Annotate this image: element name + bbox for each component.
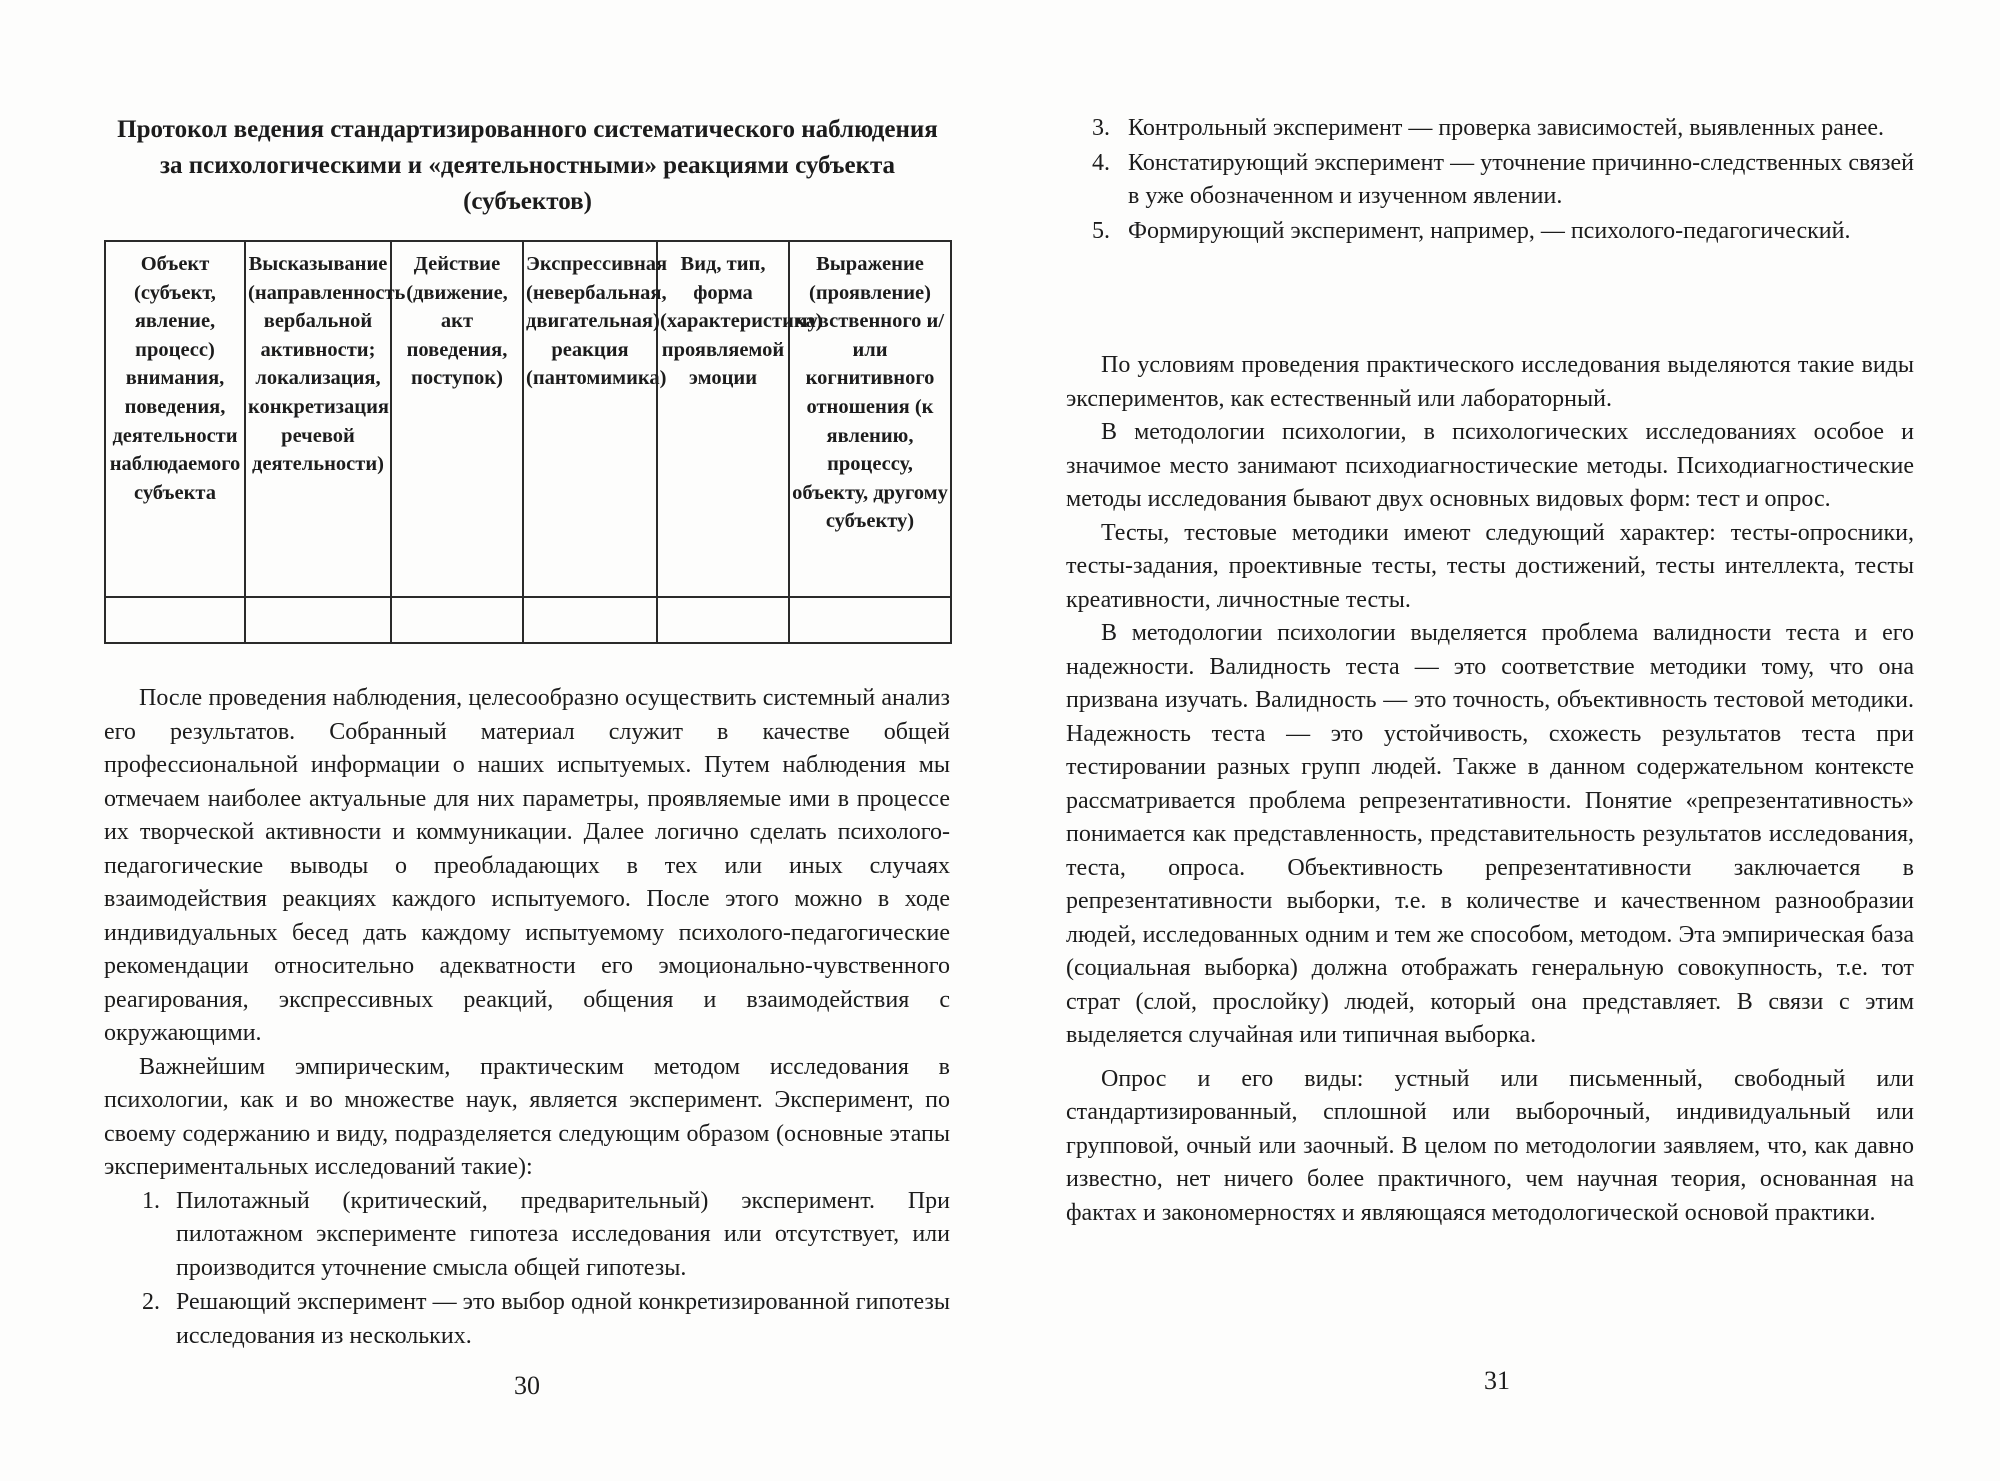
- list-text: Пилотажный (критический, предварительный) эксперимент. При пилотажном эксперименте гипотеза исследования или отсутствует, или производится уточнение смысла общей гипотезы.: [176, 1187, 950, 1281]
- list-text: Формирующий эксперимент, например, — психолого-педагогический.: [1128, 217, 1851, 244]
- table-header-expressive-reaction: Экспрессивная (невербальная, двигательная) реакция (пантомимика): [523, 241, 657, 597]
- table-cell: [523, 597, 657, 643]
- table-header-action: Действие (движение, акт поведения, поступок): [391, 241, 523, 597]
- table-cell: [245, 597, 391, 643]
- page-number-right: 31: [1484, 1366, 1510, 1395]
- table-empty-row: [105, 597, 951, 643]
- table-header-attitude: Выражение (проявление) чувственного и/или когнитивного отношения (к явлению, процессу, объекту, другому субъекту): [789, 241, 951, 597]
- list-item: [104, 1286, 950, 1353]
- paragraph: По условиям проведения практического исследования выделяются такие виды экспериментов, как естественный или лабораторный.: [1066, 352, 1914, 412]
- table-header-utterance: Высказывание (направленность вербальной активности; локализация, конкретизация речевой деятельности): [245, 241, 391, 597]
- observation-protocol-table: [104, 240, 952, 644]
- table-header-object: Объект (субъект, явление, процесс) внимания, поведения, деятельности наблюдаемого субъекта: [105, 241, 245, 597]
- list-number: 2.: [142, 1289, 160, 1315]
- right-page: [1000, 0, 2000, 1481]
- paragraph: В методологии психологии выделяется проблема валидности теста и его надежности. Валидность теста — это соответствие методики тому, что она призвана изучать. Валидность — это точность, объективность тестовой методики. Надежность теста — это устойчивость, схожесть результатов теста при тестировании разных групп людей. Также в данном содержательном контексте рассматривается проблема репрезентативности. Понятие «репрезентативность» понимается как представленность, представительность результатов исследования, теста, опроса. Объективность репрезентативности заключается в репрезентативности выборки, т.е. в количестве и качественном разнообразии людей, исследованных одним и тем же способом, методом. Эта эмпирическая база (социальная выборка) должна отображать генеральную совокупность, т.е. тот страт (слой, прослойку) людей, который она представляет. В связи с этим выделяется случайная или типичная выборка.: [1066, 620, 1914, 1048]
- table-header-emotion: Вид, тип, форма (характеристика) проявляемой эмоции: [657, 241, 789, 597]
- list-number: 5.: [1092, 217, 1110, 244]
- table-cell: [657, 597, 789, 643]
- table-header-row: [105, 241, 951, 597]
- list-item: [1092, 215, 1914, 249]
- list-number: 3.: [1092, 115, 1110, 141]
- table-cell: [105, 597, 245, 643]
- paragraph: Опрос и его виды: устный или письменный, свободный или стандартизированный, сплошной или выборочный, индивидуальный или групповой, очный или заочный. В целом по методологии заявляем, что, как давно известно, нет ничего более практичного, чем научная теория, основанная на фактах и закономерностях и являющаяся методологической основой практики.: [1066, 1065, 1914, 1226]
- list-text: Решающий эксперимент — это выбор одной конкретизированной гипотезы исследования из нескольких.: [176, 1289, 950, 1349]
- paragraph: В методологии психологии, в психологических исследованиях особое и значимое место занимают психодиагностические методы. Психодиагностические методы исследования бывают двух основных видовых форм: тест и опрос.: [1066, 419, 1914, 512]
- list-item: [104, 1185, 950, 1286]
- list-number: 1.: [142, 1187, 160, 1214]
- list-item: [1092, 147, 1914, 214]
- experiment-list: [104, 1185, 950, 1354]
- table-cell: [391, 597, 523, 643]
- right-body-text: [1066, 349, 1914, 1230]
- left-body-text: [104, 682, 950, 1354]
- list-number: 4.: [1092, 149, 1110, 176]
- paragraph: Тесты, тестовые методики имеют следующий характер: тесты-опросники, тесты-задания, проективные тесты, тесты достижений, тесты интеллекта, тесты креативности, личностные тесты.: [1066, 519, 1914, 613]
- list-item: [1092, 112, 1914, 146]
- paragraph: После проведения наблюдения, целесообразно осуществить системный анализ его результатов. Собранный материал служит в качестве общей профессиональной информации о наших испытуемых. Путем наблюдения мы отмечаем наиболее актуальные для них параметры, проявляемые ими в процессе их творческой активности и коммуникации. Далее логично сделать психолого-педагогические выводы о преобладающих в тех или иных случаях взаимодействия реакциях каждого испытуемого. После этого можно в ходе индивидуальных бесед дать каждому испытуемому психолого-педагогические рекомендации относительно адекватности его эмоционально-чувственного реагирования, экспрессивных реакций, общения и взаимодействия с окружающими.: [104, 685, 950, 1046]
- experiment-list-continued: [1092, 112, 1914, 249]
- paragraph: Важнейшим эмпирическим, практическим методом исследования в психологии, как и во множестве наук, является эксперимент. Эксперимент, по своему содержанию и виду, подразделяется следующим образом (основные этапы экспериментальных исследований такие):: [104, 1053, 950, 1180]
- page-number-left: 30: [514, 1371, 540, 1400]
- protocol-title: Протокол ведения стандартизированного систематического наблюдения за психологическими и «деятельностными» реакциями субъекта (субъектов): [117, 116, 938, 215]
- list-text: Констатирующий эксперимент — уточнение причинно-следственных связей в уже обозначенном и изученном явлении.: [1128, 149, 1914, 209]
- table-cell: [789, 597, 951, 643]
- list-text: Контрольный эксперимент — проверка зависимостей, выявленных ранее.: [1128, 115, 1884, 141]
